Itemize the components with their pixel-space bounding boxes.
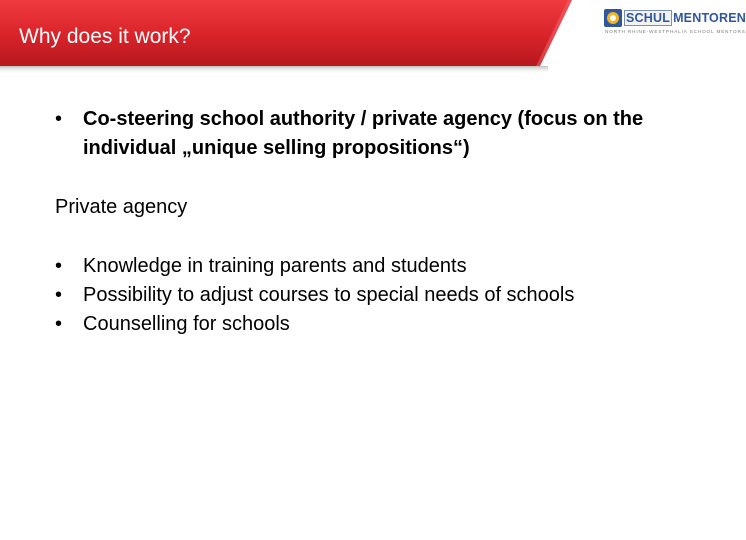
logo-wordmark (624, 10, 746, 26)
section-heading: Private agency (55, 196, 188, 218)
logo-emblem-icon (603, 8, 623, 28)
list-item-text: Possibility to adjust courses to special needs of schools (83, 284, 575, 306)
logo-wordmark-part2: MENTOREN (673, 11, 746, 25)
bullet-icon: • (55, 255, 63, 277)
logo-wordmark-part1: SCHUL (626, 11, 671, 25)
bullet-icon: • (55, 313, 63, 335)
primary-bullet-list (55, 105, 675, 163)
list-item-text: Knowledge in training parents and students (83, 255, 467, 277)
list-item (55, 281, 675, 310)
bullet-icon: • (55, 284, 63, 306)
schulmentoren-logo (603, 8, 746, 36)
header-bar (0, 0, 580, 78)
list-item-text: Counselling for schools (83, 313, 290, 335)
logo-tagline: NORTH RHINE-WESTPHALIA SCHOOL MENTORS (605, 29, 746, 34)
slide-title: Why does it work? (19, 25, 191, 48)
secondary-bullet-list (55, 252, 675, 339)
list-item-text: Co-steering school authority / private agency (focus on the individual „unique selling propositions“) (83, 108, 644, 159)
bullet-icon: • (55, 108, 63, 130)
list-item (55, 252, 675, 281)
slide-content (55, 105, 675, 339)
list-item (55, 310, 675, 339)
list-item (55, 105, 675, 163)
